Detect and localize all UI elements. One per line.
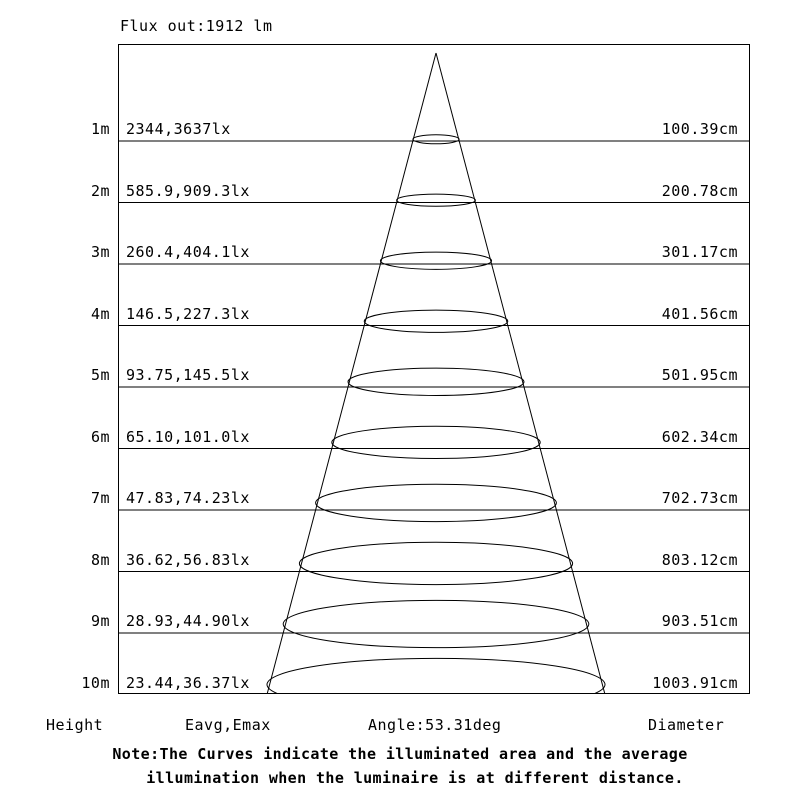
chart-note: [0, 742, 800, 790]
row-diameter-value: 903.51cm: [661, 612, 738, 630]
row-height-label: 10m: [81, 673, 110, 692]
row-eavg-emax-value: 585.9,909.3lx: [126, 181, 250, 200]
row-eavg-emax-value: 47.83,74.23lx: [126, 489, 250, 507]
illuminated-ellipse: [380, 252, 491, 269]
flux-out-label: Flux out:1912 lm: [120, 17, 273, 35]
illuminated-ellipse: [413, 135, 459, 144]
illuminated-ellipse: [283, 600, 589, 647]
row-diameter-value: 200.78cm: [661, 181, 738, 200]
cone-edge-left: [259, 53, 436, 693]
illuminated-area-ellipses: [267, 135, 605, 693]
note-line-2: illumination when the luminaire is at different distance.: [146, 769, 684, 787]
row-eavg-emax-value: 23.44,36.37lx: [126, 673, 250, 692]
illuminated-ellipse: [397, 194, 476, 206]
row-diameter-value: 1003.91cm: [652, 673, 738, 692]
row-height-label: 6m: [90, 427, 110, 446]
row-height-label: 2m: [90, 181, 110, 200]
row-diameter-value: 401.56cm: [661, 304, 738, 323]
row-diameter-value: 301.17cm: [661, 243, 738, 261]
row-height-label: 3m: [90, 243, 110, 261]
illuminated-ellipse: [332, 426, 540, 458]
row-eavg-emax-value: 36.62,56.83lx: [126, 550, 250, 569]
row-eavg-emax-value: 93.75,145.5lx: [126, 366, 250, 384]
illuminated-ellipse: [267, 658, 605, 693]
grid-lines: [119, 141, 749, 693]
row-height-label: 1m: [90, 120, 110, 138]
note-line-1: Note:The Curves indicate the illuminated area and the average: [112, 745, 688, 763]
cone-outline: [259, 53, 614, 693]
axis-label-diameter: Diameter: [648, 716, 725, 734]
axis-label-height: Height: [46, 716, 104, 734]
row-diameter-value: 501.95cm: [661, 366, 738, 384]
row-eavg-emax-value: 260.4,404.1lx: [126, 243, 250, 261]
row-height-label: 9m: [90, 612, 110, 630]
row-eavg-emax-value: 28.93,44.90lx: [126, 612, 250, 630]
row-diameter-value: 702.73cm: [661, 489, 738, 507]
illuminated-ellipse: [299, 542, 572, 584]
axis-label-eavg: Eavg,Emax: [185, 716, 271, 734]
row-diameter-value: 100.39cm: [661, 120, 738, 138]
row-height-label: 5m: [90, 366, 110, 384]
row-eavg-emax-value: 65.10,101.0lx: [126, 427, 250, 446]
illuminated-ellipse: [348, 368, 524, 395]
row-height-label: 4m: [90, 304, 110, 323]
illuminated-ellipse: [364, 310, 508, 332]
axis-label-angle: Angle:53.31deg: [368, 716, 502, 734]
row-height-label: 8m: [90, 550, 110, 569]
row-diameter-value: 602.34cm: [661, 427, 738, 446]
row-diameter-value: 803.12cm: [661, 550, 738, 569]
row-eavg-emax-value: 2344,3637lx: [126, 120, 231, 138]
row-eavg-emax-value: 146.5,227.3lx: [126, 304, 250, 323]
row-height-label: 7m: [90, 489, 110, 507]
illuminated-ellipse: [316, 484, 557, 521]
